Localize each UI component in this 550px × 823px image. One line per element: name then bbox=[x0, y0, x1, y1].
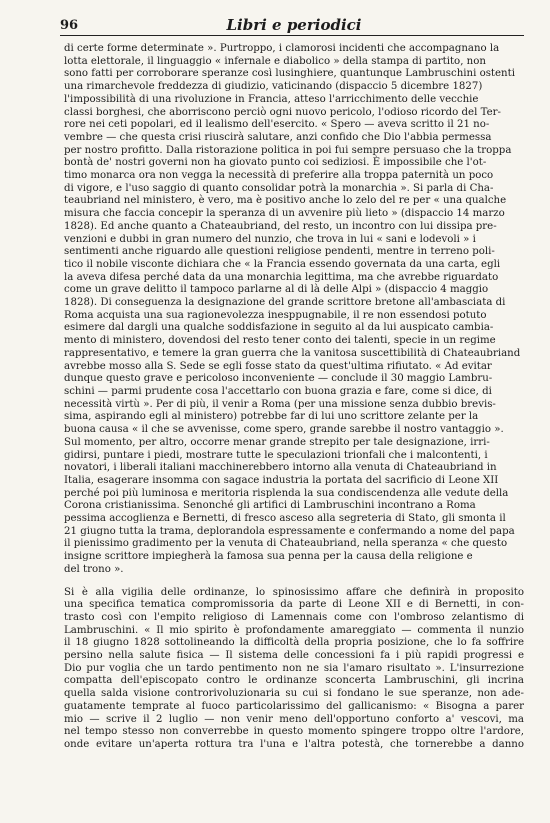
page-header bbox=[60, 16, 524, 36]
paragraph-2: Si è alla vigilia delle ordinanze, lo spinosissimo affare che definirà in proposito una specifica tematica compromissoria da parte di Leone XII e di Bernetti, in con- trasto così con l'empito religioso di Lamennais come con l'ombroso zelantismo di Lambruschini. « Il mio spirito è profondamente amareggiato — commenta il nunzio il 18 giugno 1828 sottolineando la difficoltà della propria posizione, che lo fa soffrire persino nella salute fisica — Il sistema delle concessioni fa i più rapidi progressi e Dio pur voglia che un tardo pentimento non ne sia l'amaro risultato ». L'insurrezione compatta dell'episcopato contro le ordinanze sconcerta Lambruschini, gli incrina quella salda visione controrivoluzionaria su cui si fondano le sue speranze, non ade- guatamente temprate al fuoco particolarissimo del gallicanismo: « Bisogna a parer mio — scrive il 2 luglio — non venir meno dell'opportuno conforto a' vescovi, ma nel tempo stesso non converrebbe in questo momento spingere troppo oltre l'ardore, onde evitare un'aperta rottura tra l'una e l'altra potestà, che tornerebbe a danno bbox=[64, 586, 524, 750]
header-rule bbox=[60, 35, 524, 36]
paragraph-1: di certe forme determinate ». Purtroppo, i clamorosi incidenti che accompagnano la lotta elettorale, il linguaggio « infernale e diabolico » della stampa di partito, non sono fatti per corroborare speranze così lusinghiere, quantunque Lambruschini ostenti una rimarchevole freddezza di giudizio, vaticinando (dispaccio 5 dicembre 1827) l'impossibilità di una rivoluzione in Francia, atteso l'arricchimento delle vecchie classi borghesi, che aborriscono perciò ogni nuovo pericolo, l'odioso ricordo del Ter- rore nei ceti popolari, ed il lealismo dell'esercito. « Spero — aveva scritto il 21 no- vembre — che questa crisi riuscirà salutare, anzi confido che Dio l'abbia permessa per nostro profitto. Dalla ristorazione politica in poi fui sempre persuaso che la troppa bontà de' nostri governi non ha giovato punto coi sediziosi. È impossibile che l'ot- timo monarca ora non vegga la necessità di preferire alla troppa paternità un poco di vigore, e l'uso saggio di quanto consolidar potrà la monarchia ». Si parla di Cha- teaubriand nel ministero, è vero, ma è positivo anche lo zelo del re per « una qualche misura che faccia concepir la speranza di un avvenire più lieto » (dispaccio 14 marzo 1828). Ed anche quanto a Chateaubriand, del resto, un incontro con lui dissipa pre- venzioni e dubbi in gran numero del nunzio, che trova in lui « sani e lodevoli » i sentimenti anche riguardo alle questioni religiose pendenti, mentre in terreno poli- tico il nobile visconte dichiara che « la Francia essendo governata da una carta, egli la aveva difesa perché data da una monarchia legittima, ma che avrebbe riguardato come un grave delitto il tampoco parlarne al di là delle Alpi » (dispaccio 4 maggio 1828). Di conseguenza la designazione del grande scrittore bretone all'ambasciata di Roma acquista una sua ragionevolezza inesppugnabile, il re non essendosi potuto esimere dal dargli una qualche soddisfazione in seguito al da lui auspicato cambia- mento di ministero, dovendosi del resto tener conto dei talenti, specie in un regime rappresentativo, e temere la gran guerra che la vanitosa suscettibilità di Chateaubriand avrebbe mosso alla S. Sede se egli fosse stato da quest'ultima rifiutato. « Ad evitar dunque questo grave e pericoloso inconveniente — conclude il 30 maggio Lambru- schini — parmi prudente cosa l'accettarlo con buona grazia e fare, come si dice, di necessità virtù ». Per di più, il venir a Roma (per una missione senza dubbio brevis- sima, aspirando egli al ministero) potrebbe far di lui uno scrittore zelante per la buona causa « il che se avvenisse, come spero, grande sarebbe il nostro vantaggio ». Sul momento, per altro, occorre menar grande strepito per tale designazione, irri- gidirsi, puntare i piedi, mostrare tutte le speculazioni trionfali che i malcontenti, i novatori, i liberali italiani macchinerebbero intorno alla venuta di Chateaubriand in Italia, esagerare insomma con sagace industria la portata del sacrificio di Leone XII perché poi più luminosa e meritoria risplenda la sua condiscendenza alle vedute della Corona cristianissima. Senonché gli artifici di Lambruschini incontrano a Roma pessima accoglienza e Bernetti, di fresco asceso alla segreteria di Stato, gli smonta il 21 giugno tutta la trama, deplorandola espressamente e confermando a nome del papa il pienissimo gradimento per la venuta di Chateaubriand, nella speranza « che questo insigne scrittore impiegherà la famosa sua penna per la causa della religione e del trono ». bbox=[64, 43, 521, 575]
book-page bbox=[60, 16, 524, 750]
body-text bbox=[64, 43, 524, 752]
running-title: Libri e periodici bbox=[226, 16, 362, 34]
page-number: 96 bbox=[60, 18, 79, 33]
